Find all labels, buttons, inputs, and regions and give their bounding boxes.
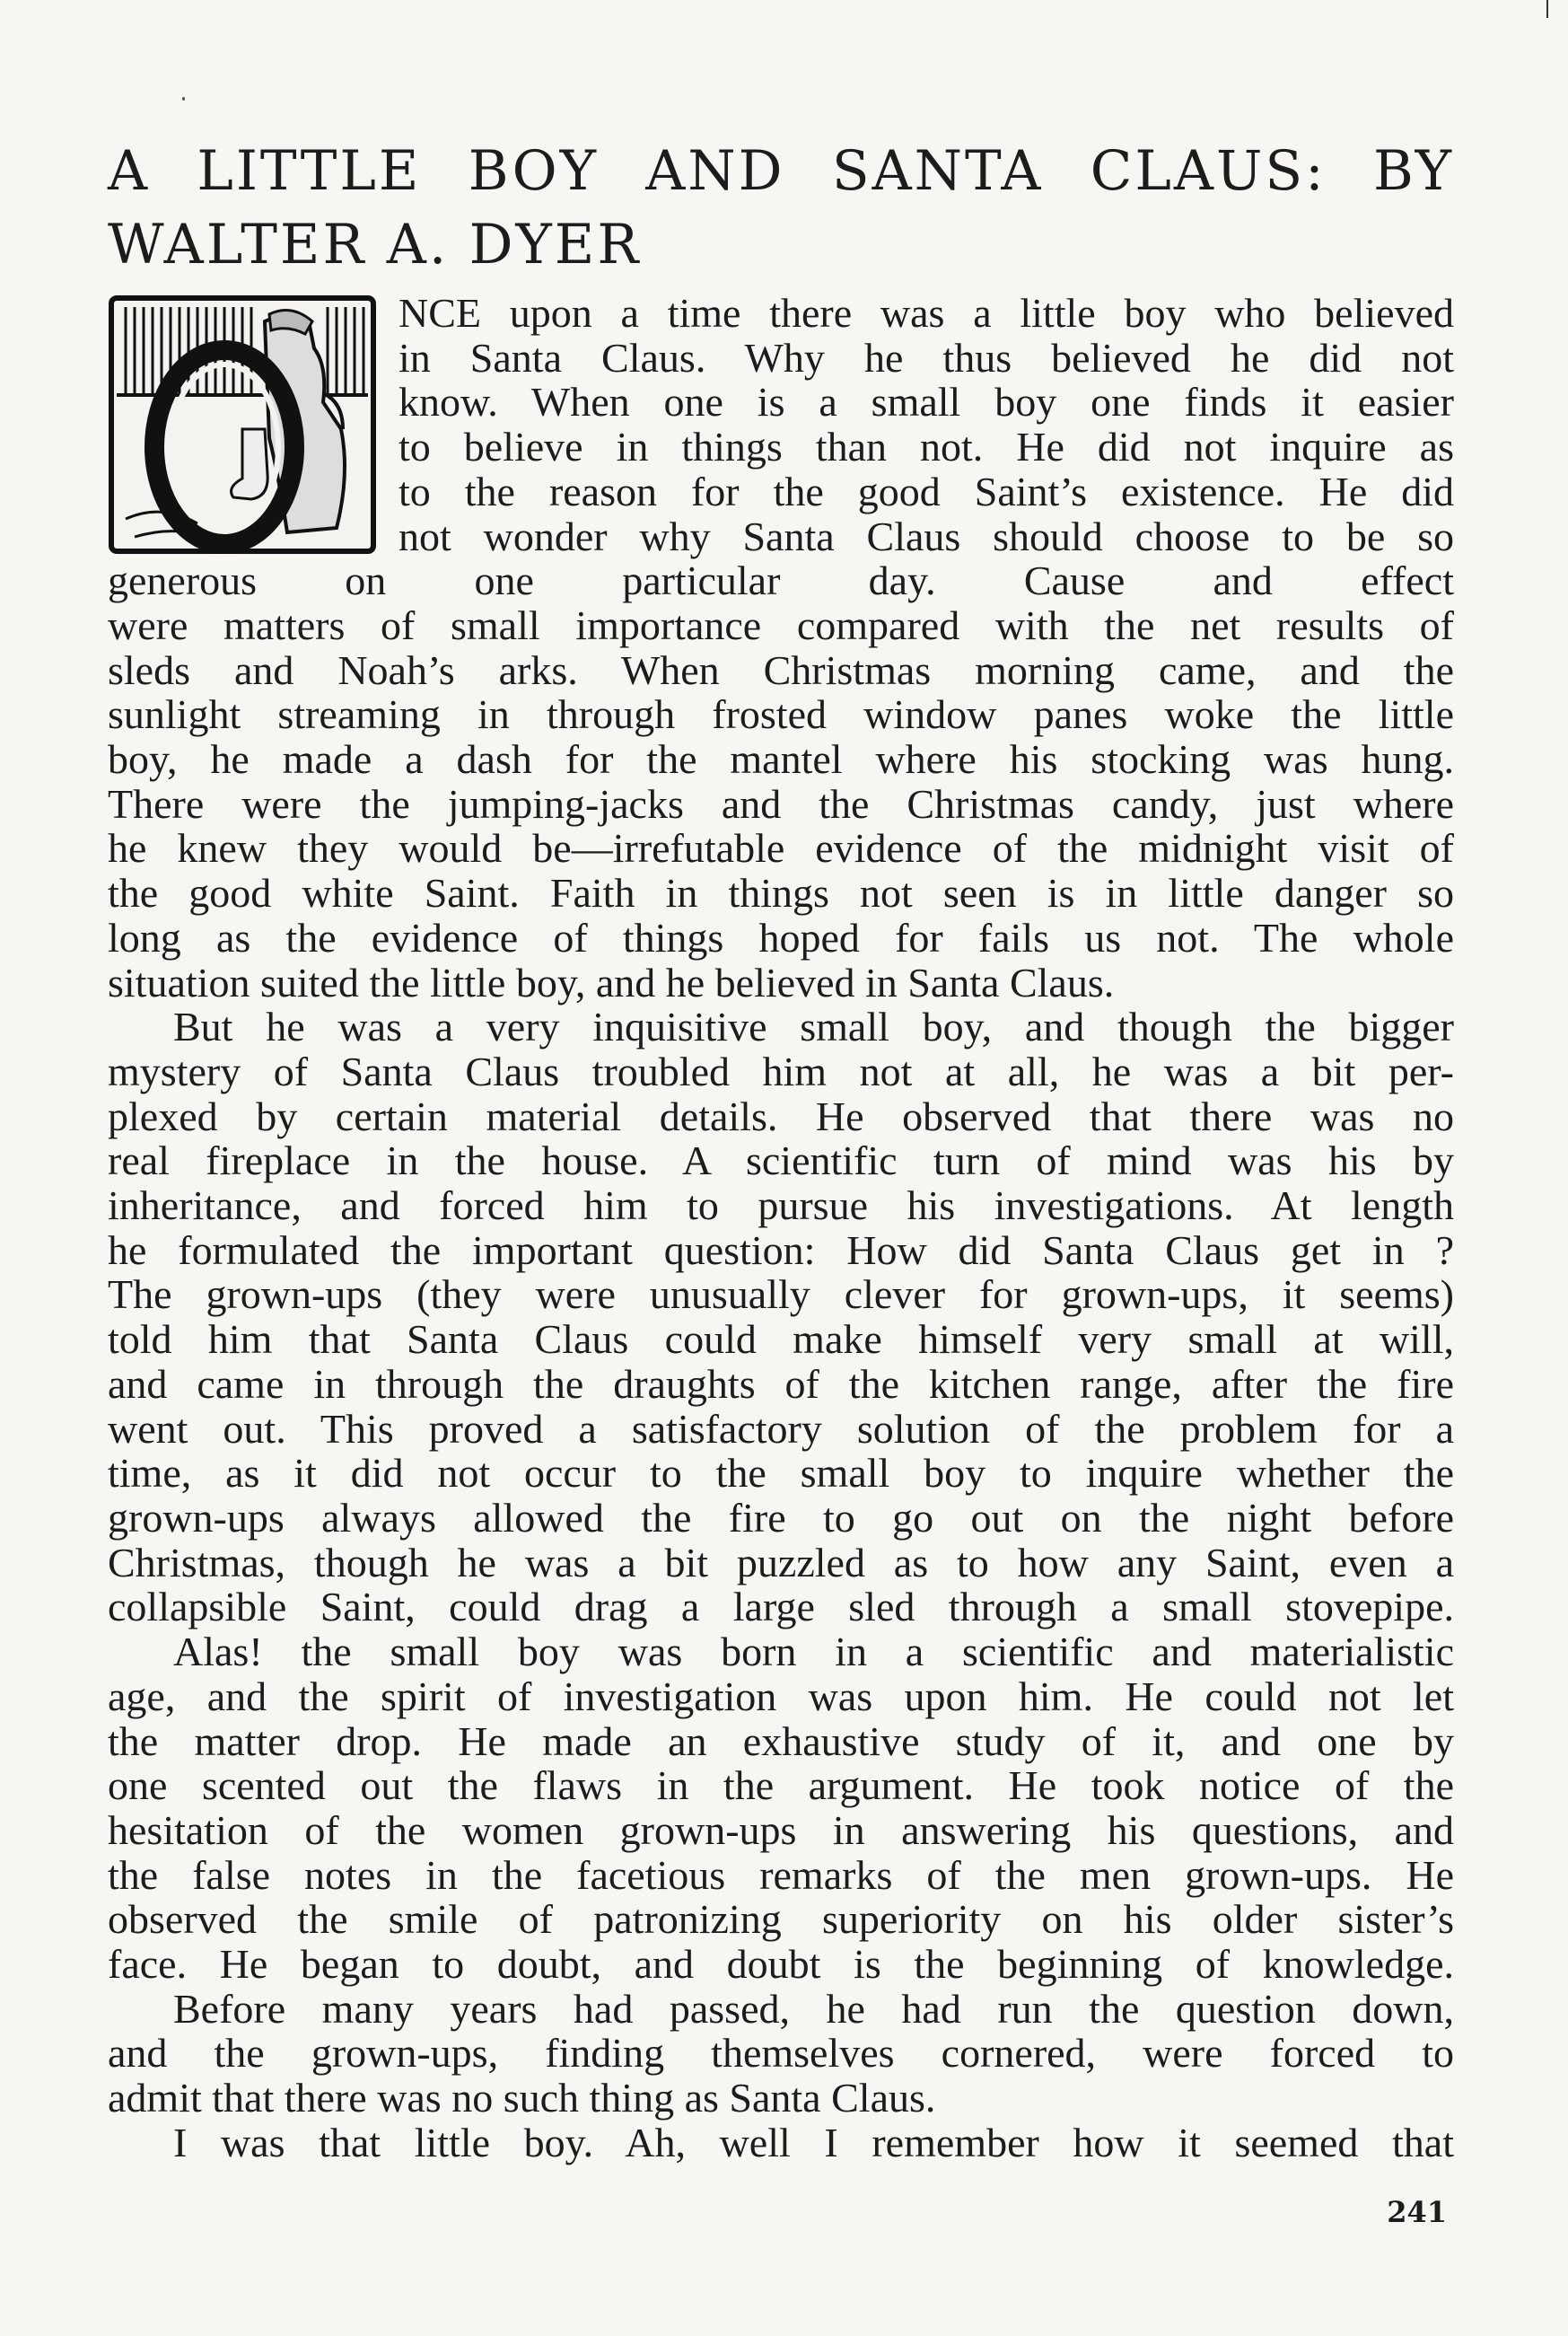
page-edge-mark	[1546, 0, 1548, 18]
text-line: he knew they would be—irrefutable evidence of the midnight visit of	[108, 825, 1454, 872]
text-line: time, as it did not occur to the small boy to inquire whether the	[108, 1450, 1454, 1497]
text-line: not wonder why Santa Claus should choose to be so	[399, 513, 1454, 559]
text-line: went out. This proved a satisfactory solution of the problem for a	[108, 1405, 1454, 1452]
text-line: inheritance, and forced him to pursue his investigations. At length	[108, 1182, 1454, 1229]
text-line: long as the evidence of things hoped for fails us not. The whole	[108, 914, 1454, 961]
text-line: in Santa Claus. Why he thus believed he did not	[399, 334, 1454, 381]
text-line: the matter drop. He made an exhaustive study of it, and one by	[108, 1717, 1454, 1764]
text-line: hesitation of the women grown-ups in answering his questions, and	[108, 1806, 1454, 1853]
page-number: 241	[1387, 2195, 1447, 2229]
text-line: collapsible Saint, could drag a large sled through a small stovepipe.	[108, 1584, 1454, 1630]
text-line-last: situation suited the little boy, and he believed in Santa Claus.	[108, 959, 1115, 1006]
text-line: to the reason for the good Saint’s existence. He did	[399, 468, 1454, 514]
santa-drop-cap-image	[108, 294, 377, 555]
text-line: he formulated the important question: How did Santa Claus get in ?	[108, 1226, 1454, 1273]
paragraph-start-line: Before many years had passed, he had run the question down,	[173, 1985, 1454, 2032]
drop-cap-illustration	[108, 294, 377, 555]
title-line-1: A LITTLE BOY AND SANTA CLAUS: BY	[108, 139, 1454, 203]
article	[108, 135, 1454, 2165]
text-line: told him that Santa Claus could make himself very small at will,	[108, 1316, 1454, 1363]
text-line: were matters of small importance compared with the net results of	[108, 602, 1454, 648]
text-line: plexed by certain material details. He observed that there was no	[108, 1093, 1454, 1139]
text-line: generous on one particular day. Cause and effect	[108, 558, 1454, 604]
text-line: The grown-ups (they were unusually clever for grown-ups, it seems)	[108, 1271, 1454, 1318]
text-line: one scented out the flaws in the argument. He took notice of the	[108, 1762, 1454, 1809]
text-line-last: admit that there was no such thing as Santa Claus.	[108, 2075, 936, 2121]
text-line: real fireplace in the house. A scientific turn of mind was his by	[108, 1137, 1454, 1184]
article-title	[108, 135, 1454, 282]
text-line: and the grown-ups, finding themselves cornered, were forced to	[108, 2030, 1454, 2077]
text-line: There were the jumping-jacks and the Christmas candy, just where	[108, 780, 1454, 827]
text-line: age, and the spirit of investigation was upon him. He could not let	[108, 1673, 1454, 1719]
text-line: face. He began to doubt, and doubt is the beginning of knowledge.	[108, 1941, 1454, 1988]
text-line: know. When one is a small boy one finds it easier	[399, 379, 1454, 426]
paragraph-start-line: I was that little boy. Ah, well I remember how it seemed that	[173, 2119, 1454, 2165]
text-line: mystery of Santa Claus troubled him not at all, he was a bit per-	[108, 1048, 1454, 1094]
print-speck	[182, 97, 185, 101]
text-line: to believe in things than not. He did not inquire as	[399, 424, 1454, 470]
text-line: observed the smile of patronizing superiority on his older sister’s	[108, 1896, 1454, 1943]
text-line: grown-ups always allowed the fire to go out on the night before	[108, 1494, 1454, 1541]
article-body	[108, 291, 1454, 2165]
text-line: Christmas, though he was a bit puzzled as to how any Saint, even a	[108, 1539, 1454, 1585]
title-line-2: WALTER A. DYER	[108, 213, 642, 277]
text-line: and came in through the draughts of the kitchen range, after the fire	[108, 1360, 1454, 1407]
text-line: sunlight streaming in through frosted window panes woke the little	[108, 691, 1454, 738]
text-line: NCE upon a time there was a little boy who believed	[399, 290, 1454, 336]
paragraph-start-line: Alas! the small boy was born in a scientific and materialistic	[173, 1629, 1454, 1675]
text-line: the false notes in the facetious remarks of the men grown-ups. He	[108, 1851, 1454, 1898]
text-line: sleds and Noah’s arks. When Christmas morning came, and the	[108, 646, 1454, 693]
text-line: boy, he made a dash for the mantel where his stocking was hung.	[108, 736, 1454, 783]
text-line: the good white Saint. Faith in things not seen is in little danger so	[108, 870, 1454, 917]
paragraph-start-line: But he was a very inquisitive small boy, and though the bigger	[173, 1004, 1454, 1050]
